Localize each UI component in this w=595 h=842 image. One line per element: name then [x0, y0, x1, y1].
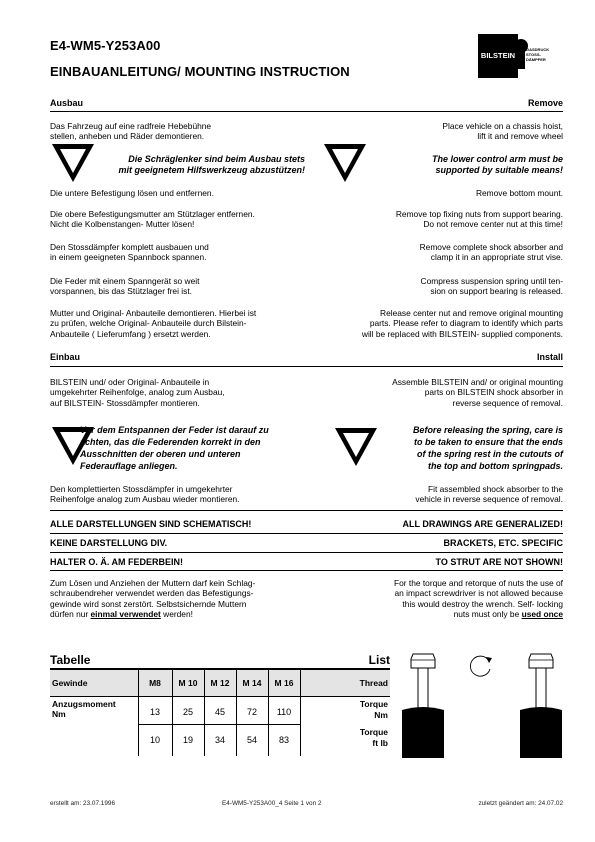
de-warning: Die Schräglenker sind beim Ausbau stets mit geeignetem Hilfswerkzeug abzustützen!: [118, 154, 305, 175]
footer-changed: zuletzt geändert am: 24.07.02: [478, 800, 563, 807]
de-paragraph: Die obere Befestigungsmutter am Stützlager entfernen. Nicht die Kolbenstangen- Mutter lösen!: [50, 209, 255, 230]
einbau-heading: Einbau: [50, 352, 81, 362]
table-col-header: M 14: [242, 678, 262, 688]
table-row-head-en: Thread: [359, 678, 388, 688]
de-paragraph: Den Stossdämpfer komplett ausbauen und in einem geeigneten Spannbock spannen.: [50, 242, 209, 263]
divider: [50, 366, 563, 367]
remove-heading: Remove: [527, 98, 563, 108]
table-col-header: M 16: [274, 678, 294, 688]
en-paragraph: Remove top fixing nuts from support bearing. Do not remove center nut at this time!: [395, 209, 563, 230]
rotation-arrow-icon: [466, 650, 496, 680]
table-title-en: List: [368, 653, 390, 667]
de-paragraph: BILSTEIN und/ oder Original- Anbauteile in umgekehrter Reihenfolge, analog zum Ausbau, auf BILSTEIN- Stossdämpfer montieren.: [50, 377, 225, 408]
notice-de-line: ALLE DARSTELLUNGEN SIND SCHEMATISCH!: [50, 519, 252, 529]
en-paragraph: Fit assembled shock absorber to the vehicle in reverse sequence of removal.: [415, 484, 563, 505]
footer-doc-ref: E4-WM5-Y253A00_4 Seite 1 von 2: [222, 800, 322, 807]
de-torque-note: Zum Lösen und Anziehen der Muttern darf kein Schlag- schraubendreher verwendet werden das Befestigungs- gewinde wird sonst zerstört. Selbstsichernde Muttern dürfen nur einmal verwendet werden!: [50, 578, 256, 620]
en-paragraph: Remove bottom mount.: [475, 188, 563, 198]
de-paragraph: Mutter und Original- Anbauteile demontieren. Hierbei ist zu prüfen, welche Original- Anbauteile durch Bilstein- Anbauteile ( Lieferumfang ) ersetzt werden.: [50, 308, 257, 339]
divider: [50, 533, 563, 534]
de-paragraph: Die Feder mit einem Spanngerät so weit vorspannen, bis das Stützlager frei ist.: [50, 276, 200, 297]
ausbau-heading: Ausbau: [50, 98, 84, 108]
table-title-de: Tabelle: [50, 653, 91, 667]
divider: [50, 570, 563, 571]
notice-en-line: BRACKETS, ETC. SPECIFIC: [443, 538, 563, 548]
table-grid-line: [300, 670, 301, 756]
divider: [50, 510, 563, 511]
en-warning: Before releasing the spring, care is to be taken to ensure that the ends of the spring rest in the cutouts of the top and bottom springpads.: [412, 425, 563, 471]
part-number: E4-WM5-Y253A00: [50, 38, 161, 53]
notice-en-line: ALL DRAWINGS ARE GENERALIZED!: [402, 519, 563, 529]
en-paragraph: Remove complete shock absorber and clamp it in an appropriate strut vise.: [419, 242, 563, 263]
table-rule: [138, 724, 300, 725]
warning-triangle-icon: [333, 426, 379, 468]
notice-en-line: TO STRUT ARE NOT SHOWN!: [435, 557, 563, 567]
table-cell: 83: [278, 735, 289, 745]
de-paragraph: Die untere Befestigung lösen und entfernen.: [50, 188, 214, 198]
table-cell: 54: [246, 735, 257, 745]
nut-bolt-drawing-right: [516, 650, 566, 760]
emphasis-text: used once: [521, 609, 563, 620]
install-heading: Install: [536, 352, 563, 362]
en-warning: The lower control arm must be supported by suitable means!: [431, 154, 563, 175]
warning-triangle-icon: [322, 142, 368, 184]
en-paragraph: Assemble BILSTEIN and/ or original mounting parts on BILSTEIN shock absorber in reverse sequence of removal.: [392, 377, 563, 408]
en-torque-note: For the torque and retorque of nuts the use of an impact screwdriver is not allowed because this would destroy the wrench. Self- locking nuts must only be used once: [393, 578, 563, 620]
logo-brand: BILSTEIN: [480, 51, 516, 60]
table-cell: 110: [276, 707, 292, 717]
emphasis-text: einmal verwendet: [90, 609, 161, 620]
nut-bolt-drawing-left: [398, 650, 448, 760]
en-paragraph: Release center nut and remove original mounting parts. Please refer to diagram to identify which parts will be replaced with BILSTEIN- supplied components.: [361, 308, 563, 339]
table-col-header: M 10: [178, 678, 198, 688]
table-row-head-de: Gewinde: [52, 678, 88, 688]
table-cell: 72: [246, 707, 257, 717]
table-cell: 19: [182, 735, 193, 745]
notice-de-line: KEINE DARSTELLUNG DIV.: [50, 538, 168, 548]
table-col-header: M8: [149, 678, 161, 688]
de-warning: Vor dem Entspannen der Feder ist darauf zu achten, das die Federenden korrekt in den Ausschnitten der oberen und unteren Federauflage anliegen.: [80, 425, 269, 471]
divider: [50, 552, 563, 553]
en-paragraph: Compress suspension spring until ten- sion on support bearing is released.: [420, 276, 563, 297]
logo-tagline: GASDRUCK STOSS- DÄMPFER: [526, 47, 550, 62]
de-paragraph: Das Fahrzeug auf eine radfreie Hebebühne stellen, anheben und Räder demontieren.: [50, 121, 212, 142]
divider: [50, 111, 563, 112]
table-cell: 13: [149, 707, 160, 717]
table-cell: 34: [214, 735, 225, 745]
table-rule: [50, 696, 390, 697]
table-cell: 25: [182, 707, 193, 717]
table-row-label-de: Anzugsmoment Nm: [52, 699, 116, 719]
footer-created: erstellt am: 23.07.1996: [50, 800, 116, 807]
bilstein-logo: [478, 34, 548, 78]
table-row-label-en: Torque ft lb: [359, 727, 388, 748]
table-row-label-en: Torque Nm: [359, 699, 388, 720]
en-paragraph: Place vehicle on a chassis hoist, lift it and remove wheel: [442, 121, 563, 142]
notice-de-line: HALTER O. Ä. AM FEDERBEIN!: [50, 557, 183, 567]
table-cell: 10: [149, 735, 160, 745]
de-paragraph: Den komplettierten Stossdämpfer in umgekehrter Reihenfolge analog zum Ausbau wieder montieren.: [50, 484, 240, 505]
page-title: EINBAUANLEITUNG/ MOUNTING INSTRUCTION: [50, 64, 350, 79]
table-cell: 45: [214, 707, 225, 717]
table-col-header: M 12: [210, 678, 230, 688]
